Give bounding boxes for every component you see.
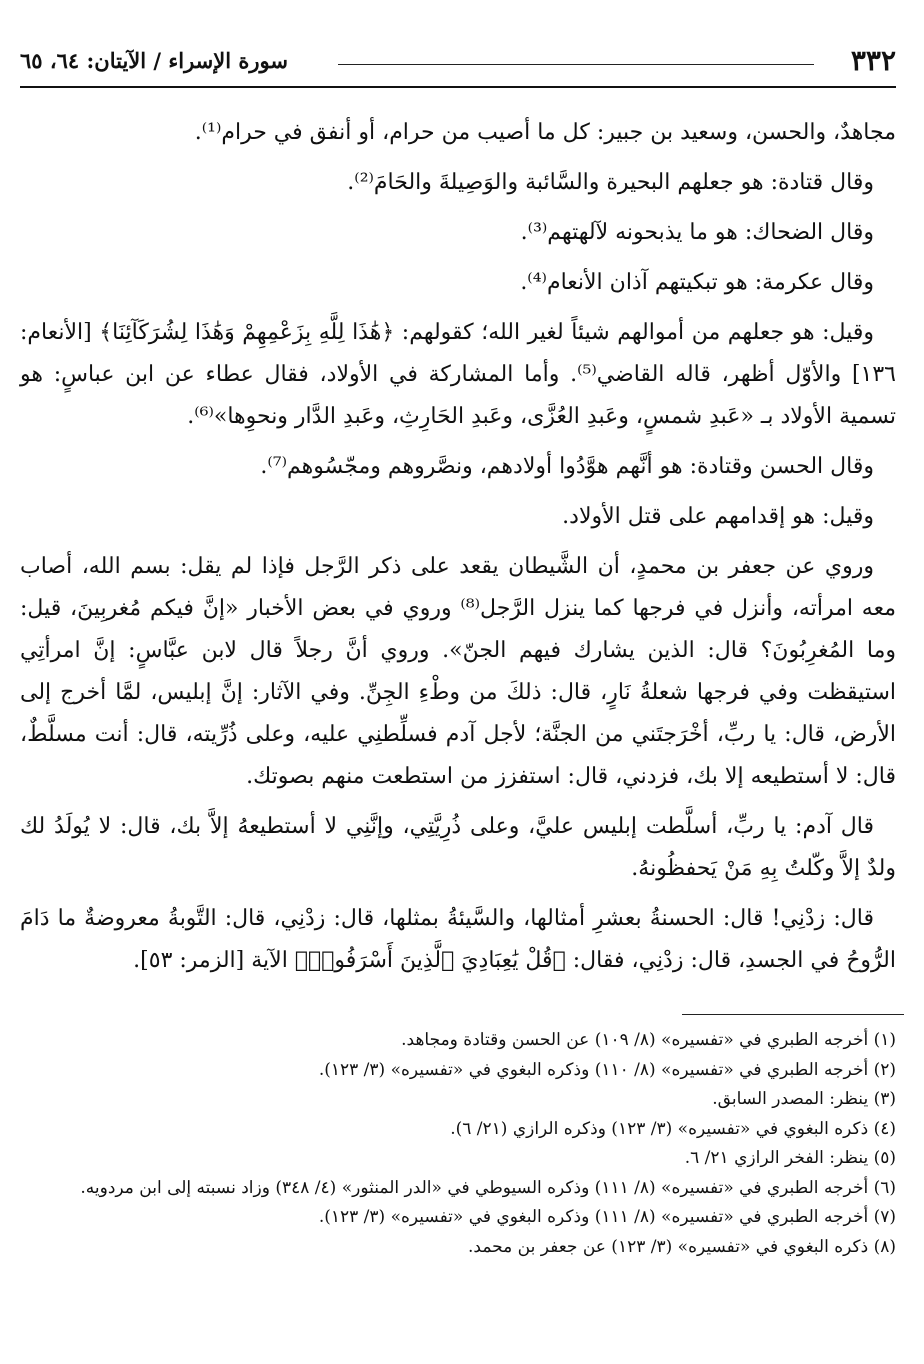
footnote: (١) أخرجه الطبري في «تفسيره» (٨/ ١٠٩) عن الحسن وقتادة ومجاهد. xyxy=(401,1030,896,1050)
main-text xyxy=(20,112,896,990)
page-header xyxy=(20,44,896,90)
paragraph: وقيل: هو إقدامهم على قتل الأولاد. xyxy=(562,504,874,529)
paragraph: وقال الحسن وقتادة: هو أنَّهم هوَّدُوا أولادهم، ونصَّروهم ومجّسُوهم⁽⁷⁾. xyxy=(260,454,874,479)
page-number: ٣٣٢ xyxy=(850,44,896,77)
footnote: (٤) ذكره البغوي في «تفسيره» (٣/ ١٢٣) وذكره الرازي (٢١/ ٦). xyxy=(450,1118,896,1139)
footnote: (٣) ينظر: المصدر السابق. xyxy=(712,1089,896,1109)
footnote: (٥) ينظر: الفخر الرازي ٢١/ ٦. xyxy=(684,1148,896,1168)
paragraph: وقيل: هو جعلهم من أموالهم شيئاً لغير الله؛ كقولهم: ﴿هَٰذَا لِلَّهِ بِزَعْمِهِمْ وَهَٰذَا لِشُرَكَآئِنَا﴾ [الأنعام: ١٣٦] والأوّل أظهر، قاله القاضي⁽⁵⁾. وأما المشاركة في الأولاد، فقال عطاء عن ابن عباسٍ: هو تسمية الأولاد بـ «عَبدِ شمسٍ، وعَبدِ العُزَّى، وعَبدِ الحَارِثِ، وعَبدِ الدَّار ونحوِها»⁽⁶⁾. xyxy=(20,320,896,429)
footnote-separator xyxy=(682,1014,904,1015)
paragraph: قال: زدْنِي! قال: الحسنةُ بعشرِ أمثالها، والسَّيئةُ بمثلها، قال: زدْنِي، قال: التَّوبةُ معروضةٌ ما دَامَ الرُّوحُ في الجسدِ، قال: زدْنِي، فقال: ﴿قُلْ يَٰعِبَادِيَ ٱلَّذِينَ أَسْرَفُوا۟﴾ الآية [الزمر: ٥٣]. xyxy=(20,906,896,973)
paragraph: وقال الضحاك: هو ما يذبحونه لآلهتهم⁽³⁾. xyxy=(520,220,874,245)
paragraph: قال آدم: يا ربِّ، أسلَّطت إبليس عليَّ، وعلى ذُرِيَّتِي، وإنَّنِي لا أستطيعهُ إلاَّ بك، قال: لا يُولَدُ لك ولدٌ إلاَّ وكّلتُ بِهِ مَنْ يَحفظُونهُ. xyxy=(20,814,896,881)
footnote: (٧) أخرجه الطبري في «تفسيره» (٨/ ١١١) وذكره البغوي في «تفسيره» (٣/ ١٢٣). xyxy=(318,1207,896,1227)
footnote: (٢) أخرجه الطبري في «تفسيره» (٨/ ١١٠) وذكره البغوي في «تفسيره» (٣/ ١٢٣). xyxy=(318,1059,896,1080)
header-rule xyxy=(20,86,896,88)
footnotes xyxy=(20,1026,896,1262)
footnote: (٨) ذكره البغوي في «تفسيره» (٣/ ١٢٣) عن جعفر بن محمد. xyxy=(468,1236,896,1257)
paragraph: وروي عن جعفر بن محمدٍ، أن الشَّيطان يقعد على ذكر الرَّجل فإذا لم يقل: بسم الله، أصاب معه امرأته، وأنزل في فرجها كما ينزل الرَّجل⁽⁸⁾ وروي في بعض الأخبار «إنَّ فيكم مُغربِينَ، قيل: وما المُغرِبُونَ؟ قال: الذين يشارك فيهم الجنّ». وروي أنَّ رجلاً قال لابن عبَّاسٍ: إنَّ امرأتِي استيقظت وفي فرجها شعلةُ نَارٍ، قال: ذلكَ من وطْءِ الجِنِّ. وفي الآثار: إنَّ إبليس، لمَّا أخرج إلى الأرض، قال: يا ربِّ، أخْرَجتَني من الجنَّة؛ لأجل آدم فسلِّطنِي عليه، وعلى ذُرِّيته، قال: أنت مسلَّطٌ، قال: لا أستطيعه إلا بك، فزدني، قال: استفزز من استطعت منهم بصوتك. xyxy=(20,554,896,789)
footnote: (٦) أخرجه الطبري في «تفسيره» (٨/ ١١١) وذكره السيوطي في «الدر المنثور» (٤/ ٣٤٨) وزاد نسبته إلى ابن مردويه. xyxy=(80,1177,896,1198)
header-line xyxy=(338,64,814,65)
paragraph: وقال قتادة: هو جعلهم البحيرة والسَّائبة والوَصِيلةَ والحَامَ⁽²⁾. xyxy=(347,170,874,195)
surah-title: سورة الإسراء / الآيتان: ٦٤، ٦٥ xyxy=(20,48,288,73)
paragraph: وقال عكرمة: هو تبكيتهم آذان الأنعام⁽⁴⁾. xyxy=(520,270,874,295)
paragraph: مجاهدٌ، والحسن، وسعيد بن جبير: كل ما أصيب من حرام، أو أنفق في حرام⁽¹⁾. xyxy=(194,120,896,145)
